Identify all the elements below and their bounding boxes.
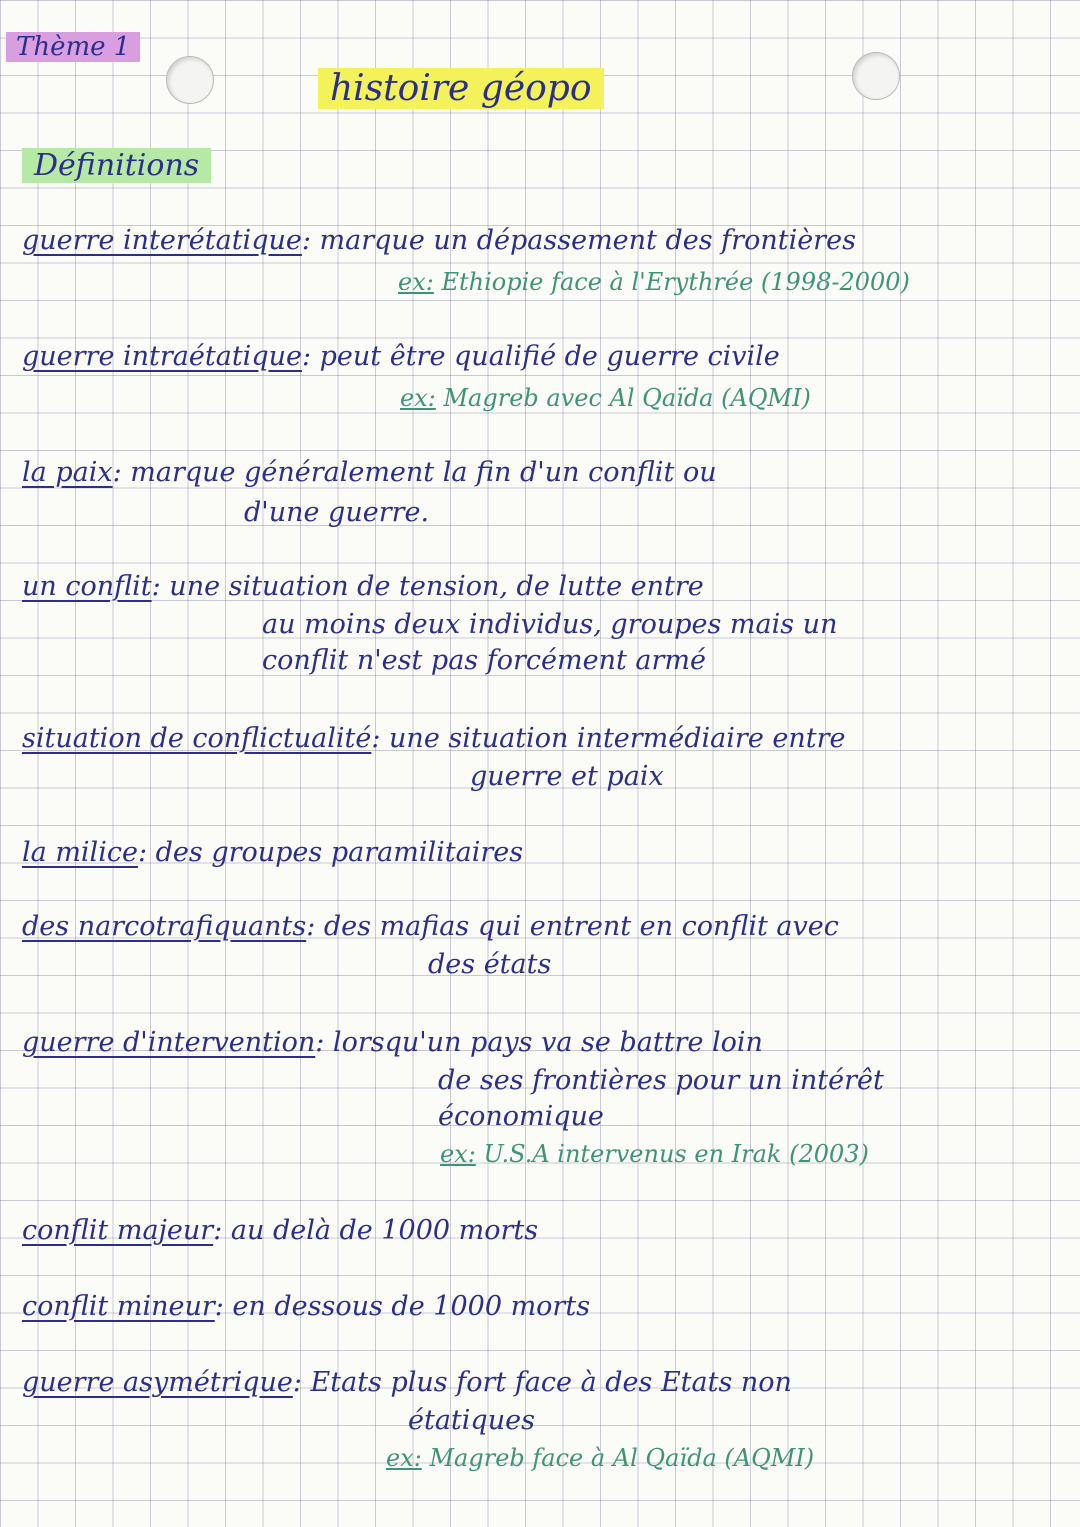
definition-example: ex: Magreb avec Al Qaïda (AQMI) (400, 384, 811, 412)
definition-text: : une situation de tension, de lutte entre (151, 571, 704, 602)
definition-entry (22, 224, 856, 258)
definition-term: guerre asymétrique (22, 1367, 293, 1398)
definition-term: conflit mineur (22, 1291, 215, 1322)
theme-label: Thème 1 (6, 32, 140, 62)
definition-text: : au delà de 1000 morts (213, 1215, 539, 1246)
definition-text: : des groupes paramilitaires (137, 837, 524, 868)
definition-term: un conflit (22, 571, 152, 602)
definition-entry (22, 1366, 792, 1400)
definition-text: des états (428, 949, 552, 980)
definition-entry (22, 722, 845, 756)
definition-entry (22, 1290, 590, 1324)
definition-text: de ses frontières pour un intérêt (438, 1065, 884, 1096)
definition-term: la paix (22, 457, 113, 488)
definition-term: conflit majeur (22, 1215, 214, 1246)
definition-entry (22, 340, 780, 374)
definition-text: : peut être qualifié de guerre civile (301, 341, 780, 372)
definition-entry (22, 1026, 763, 1060)
definition-text: : une situation intermédiaire entre (371, 723, 846, 754)
definition-text: économique (438, 1101, 604, 1132)
definition-text: étatiques (408, 1405, 535, 1436)
definition-term: guerre interétatique (22, 225, 302, 256)
definition-text: : Etats plus fort face à des Etats non (292, 1367, 792, 1398)
definition-term: la milice (22, 837, 138, 868)
definition-text: : en dessous de 1000 morts (214, 1291, 591, 1322)
definition-text: guerre et paix (470, 761, 664, 792)
definition-text: conflit n'est pas forcément armé (262, 645, 706, 676)
definition-entry (22, 1214, 538, 1248)
page-title: histoire géopo (318, 68, 604, 109)
definition-text: : marque généralement la fin d'un conflit ou (112, 457, 717, 488)
punch-hole-right (852, 52, 900, 100)
definition-text: au moins deux individus, groupes mais un (262, 609, 838, 640)
definition-text: : marque un dépassement des frontières (301, 225, 856, 256)
definition-text: : lorsqu'un pays va se battre loin (315, 1027, 763, 1058)
punch-hole-left (166, 56, 214, 104)
definition-entry (22, 456, 717, 490)
definition-entry (22, 836, 523, 870)
definition-example: ex: U.S.A intervenus en Irak (2003) (440, 1140, 869, 1168)
section-heading: Définitions (22, 148, 211, 183)
definition-text: : des mafias qui entrent en conflit avec (306, 911, 839, 942)
definition-term: situation de conflictualité (22, 723, 372, 754)
definition-example: ex: Ethiopie face à l'Erythrée (1998-2000) (398, 268, 910, 296)
definition-entry (22, 570, 704, 604)
definition-term: guerre intraétatique (22, 341, 302, 372)
definition-entry (22, 910, 839, 944)
definition-example: ex: Magreb face à Al Qaïda (AQMI) (386, 1444, 815, 1472)
definition-term: guerre d'intervention (22, 1027, 316, 1058)
definition-text: d'une guerre. (244, 497, 430, 528)
definition-term: des narcotrafiquants (22, 911, 307, 942)
